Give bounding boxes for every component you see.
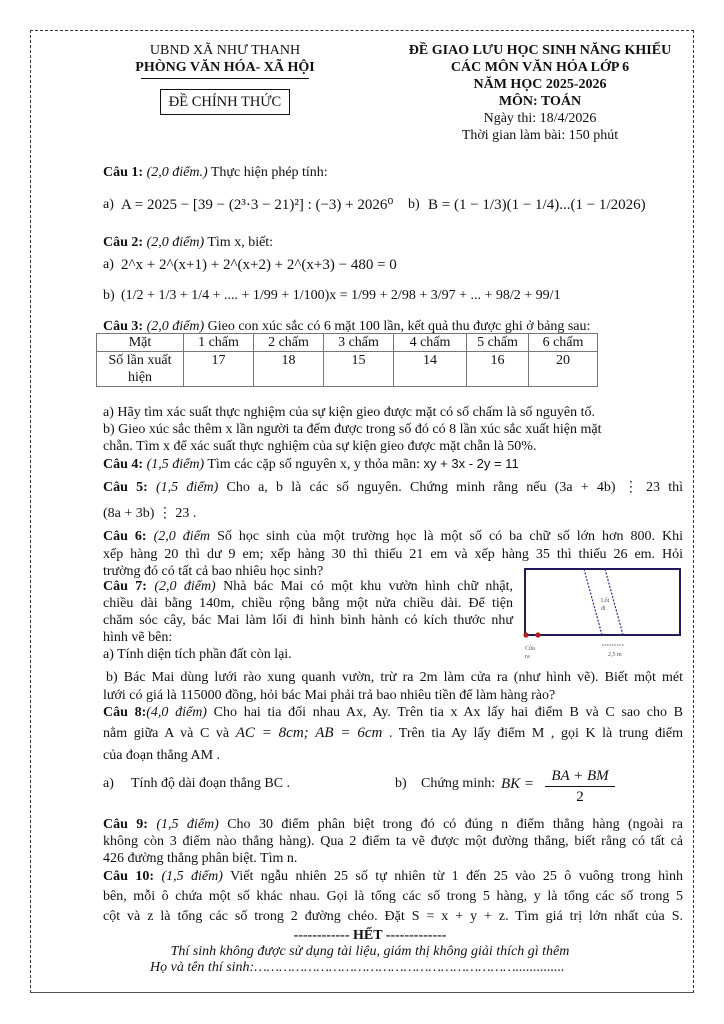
q8-line2 xyxy=(103,725,683,742)
q7-line2: chiều dài bằng 140m, chiều rộng bằng một nửa chiều dài. Để tiện xyxy=(103,596,513,611)
table-row xyxy=(97,352,598,387)
exam-date: Ngày thi: 18/4/2026 xyxy=(483,111,597,126)
q1-prompt: Thực hiện phép tính: xyxy=(210,165,328,180)
table-header-cell: 2 chấm xyxy=(254,334,324,352)
q4 xyxy=(103,455,683,473)
q1-label: Câu 1: xyxy=(103,165,144,180)
path-label-1: Lối xyxy=(601,598,610,604)
authority-name: UBND XÃ NHƯ THANH xyxy=(149,43,301,58)
table-cell: 16 xyxy=(467,352,529,387)
table-header-cell: 1 chấm xyxy=(184,334,254,352)
q2-label: Câu 2: xyxy=(103,235,144,250)
q1-heading xyxy=(103,164,683,181)
subject: MÔN: TOÁN xyxy=(498,94,582,109)
q8b-fraction xyxy=(545,766,615,807)
q7-line3: chăm sóc cây, bác Mai làm lối đi hình bình hành có kích thước như xyxy=(103,613,513,628)
q8-expression: AC = 8cm; AB = 6cm xyxy=(235,725,383,741)
q10-line2: bên, mỗi ô chứa một số khác nhau. Gọi là tổng các số trong 5 hàng, y là tổng các số trong 5 xyxy=(103,889,683,904)
end-marker: ------------ HẾT ------------- xyxy=(293,928,447,943)
q7-text-1: Nhà bác Mai có một khu vườn hình chữ nhật, xyxy=(223,579,514,594)
q8-line3: của đoạn thẳng AM . xyxy=(103,748,221,763)
q8-points: (4,0 điểm) xyxy=(146,705,207,720)
width-label: 2,5 m xyxy=(608,652,622,658)
table-header-cell: 4 chấm xyxy=(394,334,467,352)
q7a: a) Tính diện tích phần đất còn lại. xyxy=(103,647,292,662)
q8b-label: b) xyxy=(395,776,407,791)
q2-points: (2,0 điểm) xyxy=(146,235,205,250)
official-exam-label: ĐỀ CHÍNH THỨC xyxy=(160,89,290,115)
path-edge-left xyxy=(584,569,602,635)
q5-expression-1: (3a + 4b) ⋮ 23 xyxy=(554,480,661,495)
q6-text-1: Số học sinh của một trường học là một số có ba chữ số lớn hơn 800. Khi xyxy=(217,529,683,544)
q1b-expression: B = (1 − 1/3)(1 − 1/4)...(1 − 1/2026) xyxy=(428,197,646,213)
table-cell: 18 xyxy=(254,352,324,387)
q4-expression: xy + 3x - 2y = 11 xyxy=(423,456,519,471)
gate-label-2: ra xyxy=(525,654,530,660)
table-header-cell: Mặt xyxy=(97,334,184,352)
q1a-label: a) xyxy=(103,197,114,212)
q7-points: (2,0 điểm) xyxy=(154,579,216,594)
q2b-label: b) xyxy=(103,288,115,303)
exam-duration: Thời gian làm bài: 150 phút xyxy=(461,128,619,143)
q7-line1 xyxy=(103,578,513,595)
q6-points: (2,0 điểm xyxy=(153,529,211,544)
q5-points: (1,5 điểm) xyxy=(156,480,219,495)
q3b-line1: b) Gieo xúc sắc thêm x lần người ta đếm được trong số đó có 8 lần xúc sắc xuất hiện mặt xyxy=(103,422,602,437)
q8-text-2: nằm giữa A và C và xyxy=(103,726,230,741)
header-left xyxy=(125,42,325,76)
header-underline xyxy=(141,78,309,79)
q7b-line2: lưới có giá là 115000 đồng, hỏi bác Mai phải trả bao nhiêu tiền để làm hàng rào? xyxy=(103,688,556,703)
q5-prompt: Cho a, b là các số nguyên. Chứng minh rằng nếu xyxy=(226,480,547,495)
q2-prompt: Tìm x, biết: xyxy=(207,235,274,250)
q2b-expression: (1/2 + 1/3 + 1/4 + .... + 1/99 + 1/100)x = 1/99 + 2/98 + 3/97 + ... + 98/2 + 99/1 xyxy=(121,288,561,303)
q5-expression-2: (8a + 3b) ⋮ 23 . xyxy=(103,506,197,521)
q3-label: Câu 3: xyxy=(103,319,144,334)
department-name: PHÒNG VĂN HÓA- XÃ HỘI xyxy=(135,60,315,75)
q8-text-3: . Trên tia Ay lấy điểm M , gọi K là trung điểm xyxy=(388,726,683,741)
path-label-2: đi xyxy=(601,606,606,612)
q10-points: (1,5 điểm) xyxy=(161,869,223,884)
candidate-name-field: Họ và tên thí sinh:……………………………………………………….............. xyxy=(150,960,565,975)
q8b-denominator: 2 xyxy=(576,789,584,805)
q7-label: Câu 7: xyxy=(103,579,147,594)
footer-note: Thí sinh không được sử dụng tài liệu, giám thị không giải thích gì thêm xyxy=(170,944,570,959)
q5-label: Câu 5: xyxy=(103,480,148,495)
q10-line1 xyxy=(103,868,683,885)
table-header-cell: 3 chấm xyxy=(324,334,394,352)
q9-points: (1,5 điểm) xyxy=(156,817,219,832)
q1b-label: b) xyxy=(408,197,420,212)
q9-text-1: Cho 30 điểm phân biệt trong đó có đúng n điểm thẳng hàng (ngoài ra xyxy=(227,817,684,832)
q8-text-1: Cho hai tia đối nhau Ax, Ay. Trên tia x Ax lấy hai điểm B và C sao cho B xyxy=(213,705,684,720)
q5-then: thì xyxy=(668,480,684,495)
q10-line3: cột và z là tổng các số trong 2 đường chéo. Đặt S = x + y + z. Tìm giá trị lớn nhất của S. xyxy=(103,909,683,924)
exam-subtitle: CÁC MÔN VĂN HÓA LỚP 6 xyxy=(450,60,630,75)
q8b-numerator: BA + BM xyxy=(545,766,615,787)
q8b-text: Chứng minh: xyxy=(421,776,496,791)
q2a-label: a) xyxy=(103,257,114,272)
exam-title: ĐỀ GIAO LƯU HỌC SINH NĂNG KHIẾU xyxy=(408,43,672,58)
table-row-label: Số lần xuất hiện xyxy=(97,352,184,387)
q10-label: Câu 10: xyxy=(103,869,154,884)
q4-points: (1,5 điểm) xyxy=(146,457,205,472)
q6-line2: xếp hàng 20 thì dư 9 em; xếp hàng 30 thì thiếu 21 em và xếp hàng 35 thì thiếu 26 em. Hỏi xyxy=(103,547,683,562)
table-cell: 15 xyxy=(324,352,394,387)
q8-line1 xyxy=(103,704,683,721)
q2a-expression: 2^x + 2^(x+1) + 2^(x+2) + 2^(x+3) − 480 = 0 xyxy=(121,257,397,273)
q9-label: Câu 9: xyxy=(103,817,148,832)
q9-line2: không còn 3 điểm nào thẳng hàng). Qua 2 điểm ta vẽ được một đường thẳng, biết rằng có tất cả xyxy=(103,834,683,849)
school-year: NĂM HỌC 2025-2026 xyxy=(473,77,607,92)
q6-line1 xyxy=(103,528,683,545)
gate-point-2 xyxy=(535,632,540,637)
dice-results-table xyxy=(96,333,598,387)
q7b-line1: b) Bác Mai dùng lưới rào xung quanh vườn, trừ ra 2m làm cửa ra (như hình vẽ). Biết một mét xyxy=(106,670,683,685)
q8a-text: Tính độ dài đoạn thẳng BC . xyxy=(131,776,291,791)
gate-point-1 xyxy=(523,632,528,637)
q4-prompt: Tìm các cặp số nguyên x, y thỏa mãn: xyxy=(207,457,421,472)
table-cell: 17 xyxy=(184,352,254,387)
q7-line4: hình vẽ bên: xyxy=(103,630,173,645)
q6-line3: trường đó có tất cả bao nhiêu học sinh? xyxy=(103,564,324,579)
q8a-label: a) xyxy=(103,776,114,791)
q6-label: Câu 6: xyxy=(103,529,147,544)
q1a-expression: A = 2025 − [39 − (2³·3 − 21)²] : (−3) + 2026⁰ xyxy=(121,197,394,213)
q3-points: (2,0 điểm) xyxy=(146,319,205,334)
q3-prompt: Gieo con xúc sắc có 6 mặt 100 lần, kết quả thu được ghi ở bảng sau: xyxy=(207,319,591,334)
table-cell: 14 xyxy=(394,352,467,387)
q8b-lhs: BK = xyxy=(501,776,535,792)
q2-heading xyxy=(103,234,683,251)
q3b-line2: chẵn. Tìm x để xác suất thực nghiệm của sự kiện gieo được mặt chẵn là 50%. xyxy=(103,439,537,454)
garden-figure xyxy=(518,565,688,660)
table-header-cell: 5 chấm xyxy=(467,334,529,352)
table-header-row xyxy=(97,334,598,352)
q9-line3: 426 đường thẳng phân biệt. Tìm n. xyxy=(103,851,298,866)
q5-line1 xyxy=(103,479,683,496)
q8-label: Câu 8: xyxy=(103,705,147,720)
q9-line1 xyxy=(103,816,683,833)
q3a: a) Hãy tìm xác suất thực nghiệm của sự kiện gieo được mặt có số chấm là số nguyên tố. xyxy=(103,405,596,420)
gate-label-1: Cửa xyxy=(525,646,535,652)
q10-text-1: Viết ngẫu nhiên 25 số tự nhiên từ 1 đến 25 vào 25 ô vuông trong hình xyxy=(230,869,684,884)
table-header-cell: 6 chấm xyxy=(529,334,598,352)
table-cell: 20 xyxy=(529,352,598,387)
header-right xyxy=(380,42,700,144)
q8-parts xyxy=(103,766,683,808)
q4-label: Câu 4: xyxy=(103,457,144,472)
q1-points: (2,0 điểm.) xyxy=(146,165,208,180)
